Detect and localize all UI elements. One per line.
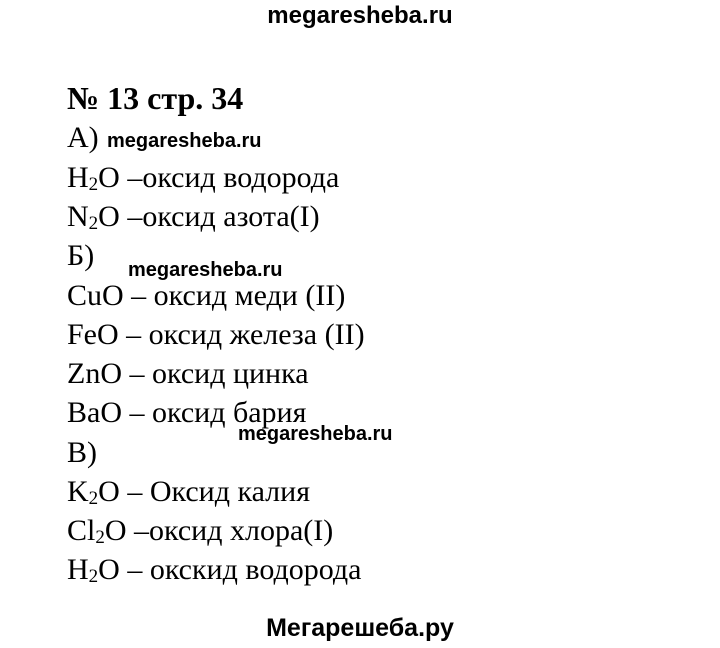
site-header-watermark: megaresheba.ru xyxy=(267,2,453,29)
watermark-text: megaresheba.ru xyxy=(107,130,262,152)
site-footer-watermark: Мегарешеба.ру xyxy=(266,614,454,642)
section-label-c: В) xyxy=(67,436,97,469)
formula-line: CuO – оксид меди (II) xyxy=(67,279,346,312)
formula-line: $Cl_2O$ –оксид хлора(I) xyxy=(67,514,334,548)
task-heading: № 13 стр. 34 xyxy=(67,80,244,116)
formula-line: BaO – оксид бария xyxy=(67,396,307,429)
formula-line: $K_2O$ – Оксид калия xyxy=(67,475,310,509)
formula-line: $H_2O$ – окскид водорода xyxy=(67,553,362,587)
section-label-a: А) xyxy=(67,121,99,154)
section-label-b: Б) xyxy=(67,239,95,272)
watermark-text: megaresheba.ru xyxy=(238,423,393,445)
watermark-text: megaresheba.ru xyxy=(128,259,283,281)
formula-line: FeO – оксид железа (II) xyxy=(67,318,365,351)
formula-line: $N_2O$ –оксид азота(I) xyxy=(67,200,320,234)
formula-line: $H_2O$ –оксид водорода xyxy=(67,161,340,195)
formula-line: ZnO – оксид цинка xyxy=(67,357,309,390)
